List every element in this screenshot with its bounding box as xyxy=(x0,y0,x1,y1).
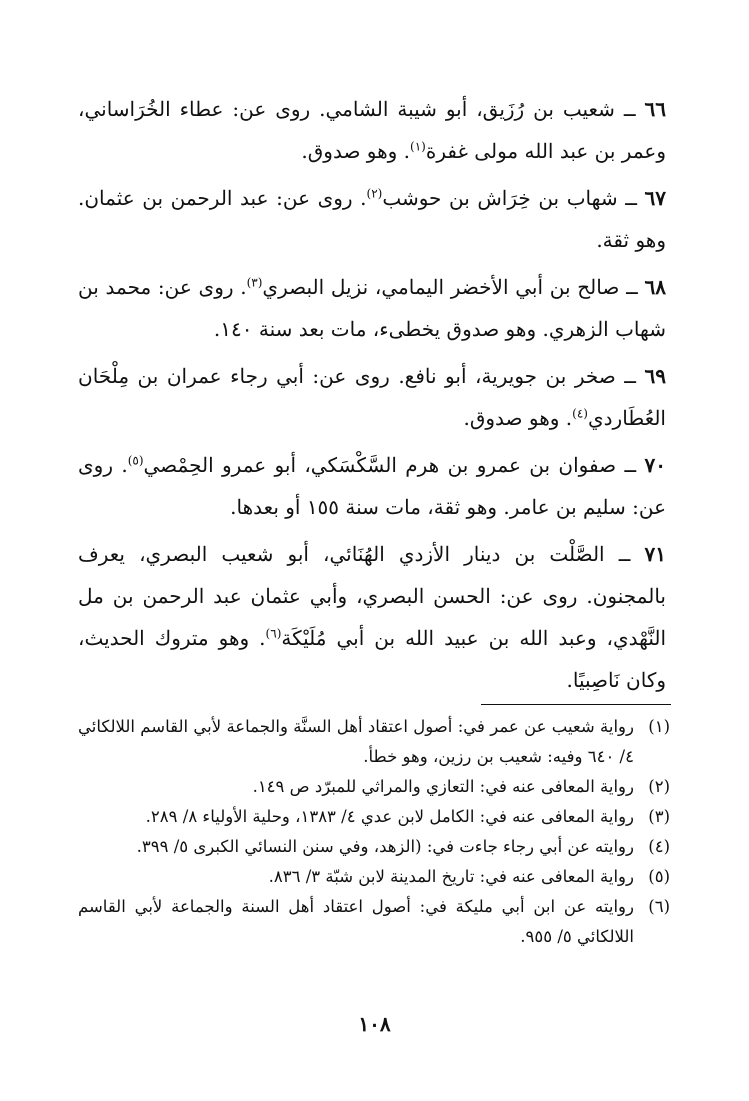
entry-number: ٧٠ xyxy=(644,453,667,477)
footnote-ref[interactable]: (٤) xyxy=(572,406,588,421)
footnote-5 xyxy=(78,862,670,892)
entry-70 xyxy=(78,444,666,528)
entry-number: ٦٧ xyxy=(644,186,666,210)
page-number: ١٠٨ xyxy=(358,1012,391,1036)
footnote-text: رواية المعافى عنه في: التعازي والمراثي للمبرّد ص ١٤٩. xyxy=(252,777,634,796)
entry-71 xyxy=(78,533,666,701)
footnote-2 xyxy=(78,772,670,802)
entry-text-after: . روى عن: محمد بن شهاب الزهري. وهو صدوق يخطىء، مات بعد سنة ١٤٠. xyxy=(78,275,666,341)
footnote-3 xyxy=(78,802,670,832)
entry-text: الصَّلْت بن دينار الأزدي الهُنَائي، أبو شعيب البصري، يعرف بالمجنون. روى عن: الحسن البصري، وأبي عثمان عبد الرحمن بن مل النَّهْدي، وعبد الله بن عبيد الله بن أبي مُلَيْكَة xyxy=(78,542,666,650)
footnote-text: رواية شعيب عن عمر في: أصول اعتقاد أهل السنَّة والجماعة لأبي القاسم اللالكائي ٤/ ٦٤٠ وفيه: شعيب بن رزين، وهو خطأ. xyxy=(78,717,634,766)
entry-67 xyxy=(78,177,666,261)
entry-number: ٦٨ xyxy=(644,275,666,299)
page-body xyxy=(78,88,666,706)
footnote-number: (٢) xyxy=(648,777,670,796)
entry-separator: ــ xyxy=(619,275,645,299)
entry-separator: ــ xyxy=(617,186,645,210)
footnote-divider xyxy=(481,704,671,705)
entry-text: شعيب بن رُزَيق، أبو شيبة الشامي. روى عن: عطاء الخُرَاساني، وعمر بن عبد الله مولى غفرة xyxy=(78,97,666,163)
entry-text-after: . وهو متروك الحديث، وكان نَاصِبيًا. xyxy=(78,626,666,692)
entry-separator: ــ xyxy=(615,364,645,388)
entry-separator: ــ xyxy=(614,97,645,121)
footnote-text: رواية المعافى عنه في: الكامل لابن عدي ٤/ ١٣٨٣، وحلية الأولياء ٨/ ٢٨٩. xyxy=(145,807,634,826)
footnote-ref[interactable]: (٣) xyxy=(246,275,263,290)
footnote-number: (١) xyxy=(648,717,670,736)
footnote-ref[interactable]: (٢) xyxy=(366,186,383,201)
footnote-number: (٥) xyxy=(648,867,670,886)
entry-69 xyxy=(78,355,666,439)
entry-text-after: . روى عن: سليم بن عامر. وهو ثقة، مات سنة ١٥٥ أو بعدها. xyxy=(78,453,666,519)
entry-number: ٧١ xyxy=(644,542,666,566)
entry-text: شهاب بن خِرَاش بن حوشب xyxy=(382,186,618,210)
entry-separator: ــ xyxy=(604,542,645,566)
footnote-ref[interactable]: (٥) xyxy=(127,453,144,468)
entry-68 xyxy=(78,266,666,350)
footnote-4 xyxy=(78,832,670,862)
footnote-number: (٦) xyxy=(648,897,670,916)
footnote-text: روايته عن أبي رجاء جاءت في: (الزهد، وفي سنن النسائي الكبرى ٥/ ٣٩٩. xyxy=(136,837,634,856)
footnote-text: رواية المعافى عنه في: تاريخ المدينة لابن شبّة ٣/ ٨٣٦. xyxy=(268,867,634,886)
entry-separator: ــ xyxy=(616,453,645,477)
entry-number: ٦٦ xyxy=(644,97,667,121)
entry-text: صالح بن أبي الأخضر اليمامي، نزيل البصري xyxy=(262,275,620,299)
footnote-1 xyxy=(78,712,670,772)
footnote-6 xyxy=(78,892,670,952)
footnote-number: (٤) xyxy=(648,837,670,856)
entry-number: ٦٩ xyxy=(644,364,666,388)
footnote-ref[interactable]: (٦) xyxy=(265,626,282,641)
footnote-text: روايته عن ابن أبي مليكة في: أصول اعتقاد أهل السنة والجماعة لأبي القاسم اللالكائي ٥/ ٩٥٥. xyxy=(78,897,634,946)
entry-text-after: . وهو صدوق. xyxy=(463,406,573,430)
entry-text-after: . وهو صدوق. xyxy=(301,139,411,163)
entry-text-after: . روى عن: عبد الرحمن بن عثمان. وهو ثقة. xyxy=(78,186,666,252)
narrator-entries xyxy=(78,88,666,701)
footnotes xyxy=(78,712,670,952)
entry-66 xyxy=(78,88,666,172)
entry-text: صفوان بن عمرو بن هرم السَّكْسَكي، أبو عمرو الحِمْصي xyxy=(143,453,617,477)
footnote-number: (٣) xyxy=(648,807,670,826)
footnote-ref[interactable]: (١) xyxy=(410,139,426,154)
entry-text: صخر بن جويرية، أبو نافع. روى عن: أبي رجاء عمران بن مِلْحَان العُطَاردي xyxy=(78,364,666,430)
